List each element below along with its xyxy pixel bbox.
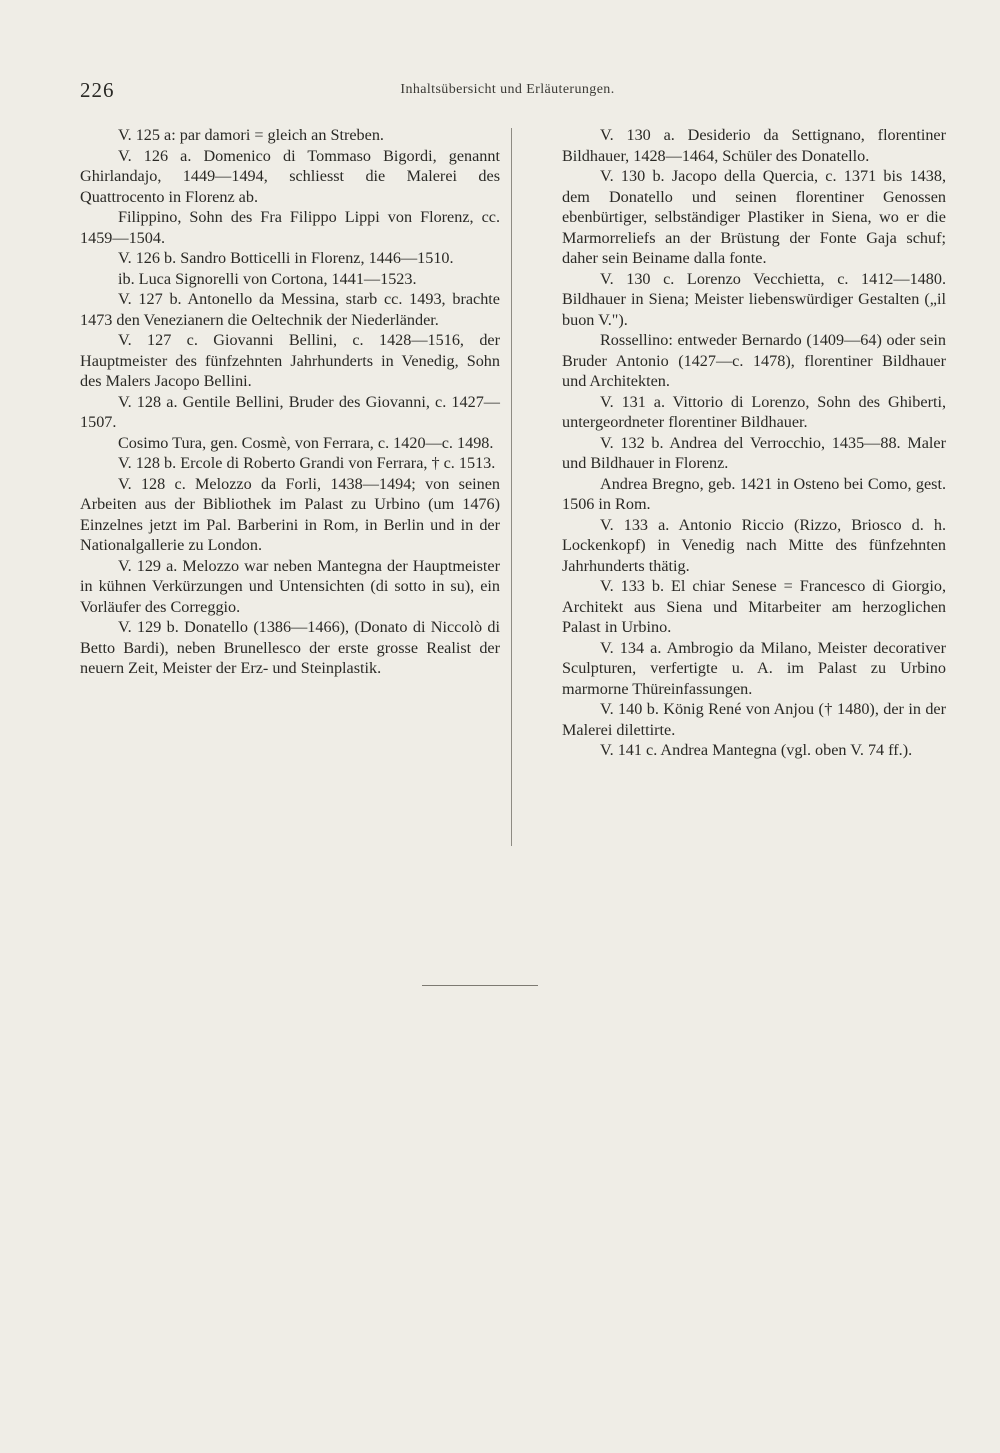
left-column xyxy=(80,125,500,679)
entry-paragraph: V. 141 c. Andrea Mantegna (vgl. oben V. 74 ff.). xyxy=(600,741,913,759)
entry-paragraph: Rossellino: entweder Bernardo (1409—64) oder sein Bruder Antonio (1427—c. 1478), florentiner Bildhauer und Architekten. xyxy=(562,331,946,390)
page-header xyxy=(80,78,935,108)
entry-paragraph: V. 128 a. Gentile Bellini, Bruder des Giovanni, c. 1427—1507. xyxy=(80,392,500,431)
entry-paragraph: V. 132 b. Andrea del Verrocchio, 1435—88. Maler und Bildhauer in Florenz. xyxy=(562,433,946,472)
entry-paragraph: V. 130 b. Jacopo della Quercia, c. 1371 bis 1438, dem Donatello und seinen florentiner Genossen ebenbürtiger, selbständiger Plastiker in Siena, wo er die Marmorreliefs an der Brüstung der Fonte Gaja schuf; daher sein Beiname dalla fonte. xyxy=(562,167,946,267)
entry-paragraph: V. 127 c. Giovanni Bellini, c. 1428—1516, der Hauptmeister des fünfzehnten Jahrhunderts in Venedig, Sohn des Malers Jacopo Bellini. xyxy=(80,331,500,390)
entry-paragraph: V. 129 b. Donatello (1386—1466), (Donato di Niccolò di Betto Bardi), neben Brunellesco der erste grosse Realist der neuern Zeit, Meister der Erz- und Steinplastik. xyxy=(80,618,500,677)
column-divider xyxy=(511,128,512,846)
entry-paragraph: ib. Luca Signorelli von Cortona, 1441—1523. xyxy=(118,269,417,288)
entry-paragraph: V. 140 b. König René von Anjou († 1480), der in der Malerei dilettirte. xyxy=(562,700,946,739)
entry-paragraph: V. 126 a. Domenico di Tommaso Bigordi, genannt Ghirlandajo, 1449—1494, schliesst die Malerei des Quattrocento in Florenz ab. xyxy=(80,146,500,206)
entry-paragraph: V. 127 b. Antonello da Messina, starb cc. 1493, brachte 1473 den Venezianern die Oeltechnik der Niederländer. xyxy=(80,290,500,329)
entry-paragraph: V. 133 a. Antonio Riccio (Rizzo, Briosco d. h. Lockenkopf) in Venedig nach Mitte des fünfzehnten Jahrhunderts thätig. xyxy=(562,515,946,575)
entry-paragraph: V. 129 a. Melozzo war neben Mantegna der Hauptmeister in kühnen Verkürzungen und Untensichten (di sotto in su), ein Vorläufer des Correggio. xyxy=(80,556,500,616)
entry-paragraph: V. 130 a. Desiderio da Settignano, florentiner Bildhauer, 1428—1464, Schüler des Donatello. xyxy=(562,126,946,165)
page-number: 226 xyxy=(80,78,115,102)
running-title: Inhaltsübersicht und Erläuterungen. xyxy=(400,82,615,97)
entry-paragraph: V. 128 b. Ercole di Roberto Grandi von Ferrara, † c. 1513. xyxy=(118,454,496,472)
entry-paragraph: V. 133 b. El chiar Senese = Francesco di Giorgio, Architekt aus Siena und Mitarbeiter am herzoglichen Palast in Urbino. xyxy=(562,577,946,636)
entry-paragraph: V. 125 a: par damori = gleich an Streben. xyxy=(118,126,384,144)
entry-paragraph: Filippino, Sohn des Fra Filippo Lippi von Florenz, cc. 1459—1504. xyxy=(80,208,500,247)
bleed-through-text xyxy=(560,870,940,1160)
section-end-rule xyxy=(422,985,538,986)
entry-paragraph: V. 128 c. Melozzo da Forli, 1438—1494; von seinen Arbeiten aus der Bibliothek im Palast zu Urbino (um 1476) Einzelnes jetzt im Pal. Barberini in Rom, in Berlin und in der Nationalgallerie zu London. xyxy=(80,474,500,554)
entry-paragraph: V. 131 a. Vittorio di Lorenzo, Sohn des Ghiberti, untergeordneter florentiner Bildhauer. xyxy=(562,392,946,431)
entry-paragraph: V. 134 a. Ambrogio da Milano, Meister decorativer Sculpturen, verfertigte u. A. im Palast zu Urbino marmorne Thüreinfassungen. xyxy=(562,638,946,698)
entry-paragraph: V. 130 c. Lorenzo Vecchietta, c. 1412—1480. Bildhauer in Siena; Meister liebenswürdiger Gestalten („il buon V."). xyxy=(562,269,946,329)
entry-paragraph: V. 126 b. Sandro Botticelli in Florenz, 1446—1510. xyxy=(118,249,454,267)
right-column xyxy=(562,125,946,761)
entry-paragraph: Andrea Bregno, geb. 1421 in Osteno bei Como, gest. 1506 in Rom. xyxy=(562,474,946,513)
entry-paragraph: Cosimo Tura, gen. Cosmè, von Ferrara, c. 1420—c. 1498. xyxy=(118,433,494,452)
